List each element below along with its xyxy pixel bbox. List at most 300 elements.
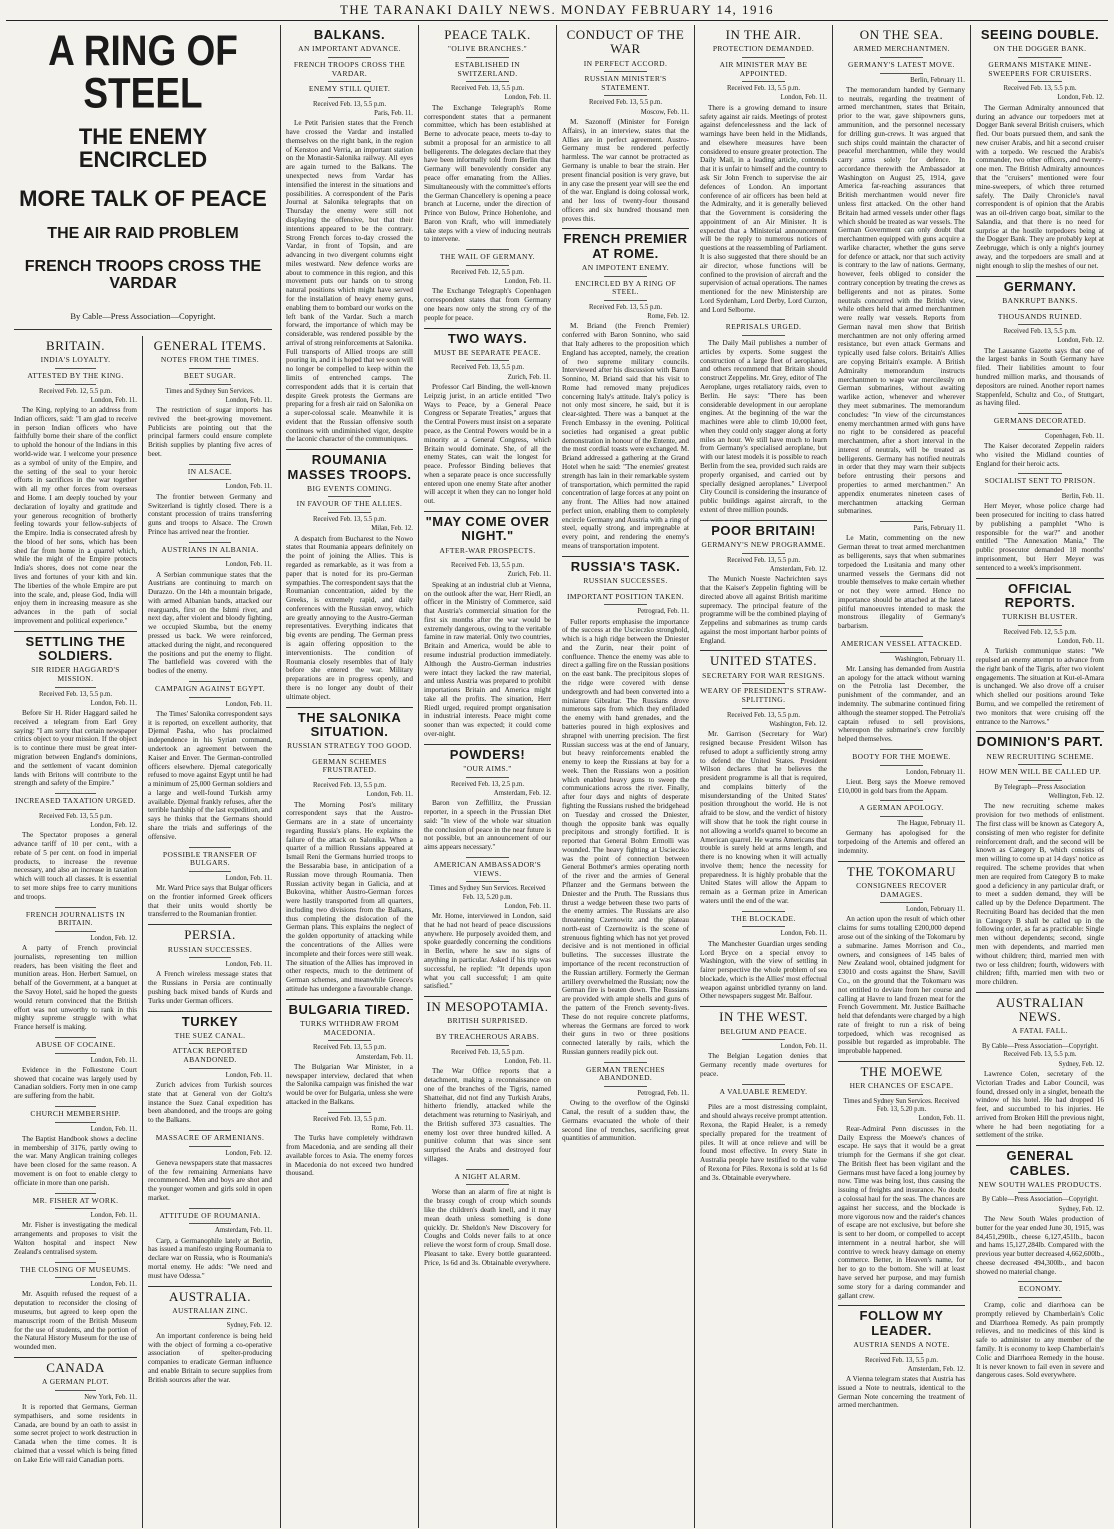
article-placeline: London, Feb. 11. — [90, 1125, 137, 1133]
section-rule — [838, 861, 965, 862]
article — [976, 992, 1104, 1140]
article-subhead: AUSTRALIAN ZINC. — [172, 1305, 248, 1315]
article-headline: DOMINION'S PART. — [976, 734, 1104, 750]
column-5 — [695, 25, 833, 1528]
article-headline: OFFICIAL REPORTS. — [1004, 580, 1076, 610]
article-subhead: THE CLOSING OF MUSEUMS. — [20, 1264, 131, 1274]
article — [838, 1061, 965, 1300]
short-rule — [189, 1223, 231, 1224]
article-placeline: London, Feb. 11. — [90, 699, 137, 707]
short-rule — [55, 793, 97, 794]
article-subhead: GERMANY'S LATEST MOVE. — [848, 59, 955, 69]
article-subhead: ENCIRCLED BY A RING OF STEEL. — [574, 278, 677, 297]
article — [424, 1169, 551, 1268]
article-subhead: GERMANS DECORATED. — [993, 416, 1087, 426]
article-body: Herr Meyer, whose police charge had been prosecuted for inciting to class hatred by publishing a pamphlet "Who is responsible for the war?" and another entitled "The Annexation Mania," The public prosecutor demanded 18 months' imprisonment, but Herr Meyer was sentenced to a week's imprisonment. — [976, 502, 1104, 572]
article — [424, 249, 551, 322]
short-rule — [55, 1106, 97, 1107]
article-body: The Manchester Guardian urges sending Lord Bryce on a special envoy to Washington, with the view of settling in fairer perspective the whole problem of sea blockade, which is the Allies' most effectual weapon against unbridled tyranny on land. Other newspapers suggest Mr. Balfour. — [700, 939, 827, 1001]
article-headline: CANADA — [46, 1359, 105, 1375]
article-body: Speaking at an industrial club at Vienna, on the outlook after the war, Herr Riedl, an officer in the Ministry of Commerce, said that Austria's commercial situation for the first six months after the war would be extremely dangerous, owing to the veritable famine in raw material. Only two countries, Britain and America, would be able to resume industrial production immediately. Although the Austro-German industries were intact they lacked the raw material, and unless Austria was prepared to prohibit importations Britain and America might take all the profits. The situation, Herr Riedl urged, required prompt organisation in industrial interests. Peace might come sooner than was expected; it could come over-night. — [424, 580, 551, 739]
short-rule — [880, 521, 923, 522]
short-rule — [880, 636, 923, 637]
article-subhead: BELGIUM AND PEACE. — [720, 1026, 807, 1036]
article-placeline: London, Feb. 11. — [366, 791, 413, 799]
article — [424, 996, 551, 1164]
article-headline: POWDERS! — [449, 746, 526, 762]
article-subhead: IMPORTANT POSITION TAKEN. — [566, 591, 685, 601]
article-subhead: GERMAN TRENCHES ABANDONED. — [586, 1064, 665, 1083]
article-placeline: Sydney, Feb. 12. — [1058, 1060, 1104, 1068]
short-rule — [604, 276, 647, 277]
article-body: An important conference is being held with the object of forming a co-operative association of spelter-producing companies to eradicate German influence and enable Britain to secure supplies from British sources after the war. — [148, 1331, 272, 1384]
short-rule — [880, 73, 923, 74]
article-subhead: THOUSANDS RUINED. — [997, 311, 1083, 321]
article-headline: GERMANY. — [1003, 278, 1077, 294]
article-subhead: ATTITUDE OF ROUMANIA. — [159, 1210, 261, 1220]
article-subhead: NEW SOUTH WALES PRODUCTS. — [978, 1179, 1102, 1189]
article-subhead: POSSIBLE TRANSFER OF BULGARS. — [162, 849, 258, 868]
article-body: The Kaiser decorated Zeppelin raiders who visited the Midland counties of England for their heroic acts. — [976, 442, 1104, 468]
article-placeline: London, Feb. 11. — [225, 1071, 272, 1079]
short-rule — [604, 1086, 647, 1087]
article-body: The Turks have completely withdrawn from Macedonia, and are sending all their available forces to Asia. The enemy forces in Macedonia do not exceed two hundred thousand. — [286, 1134, 413, 1178]
short-rule — [1018, 1297, 1062, 1298]
section-rule — [976, 992, 1104, 993]
article-headline: THE SALONIKA SITUATION. — [297, 709, 402, 739]
article — [286, 449, 413, 701]
banner-headline: A RING OF STEEL — [48, 27, 238, 117]
article — [562, 1062, 689, 1143]
article-dateline: By Telegraph—Press Association — [994, 783, 1086, 791]
section-rule — [562, 228, 689, 229]
short-rule — [189, 697, 231, 698]
article — [700, 650, 827, 905]
short-rule — [189, 847, 231, 848]
article-placeline: London, Feb. 11. — [90, 1281, 137, 1289]
article-body: The Munich Nueste Nachrichten says that the Kaiser's Zeppelin fighting will be directed above all against British maritime supremacy. The principal feature of the programme will be the combined playing of Zeppelins and submarines as trump cards against the most important harbor points of England. — [700, 575, 827, 645]
article-dateline: Received Feb. 13, 5.5 p.m. — [726, 556, 801, 564]
article-body: The Exchange Telegraph's Rome correspondent states that a permanent committee, which has been established at Berne to advocate peace, meets to-day to submit a proposal for an armistice to all belligerents. The delegates declare that they have been informally told from Berlin that Germany will benevolently consider any peace offer emanating from the Allies. Simultaneously with the committee's efforts the German Chancellery is opening a peace branch at Lucerne, under the direction of Prince von Bulow, Prince Hohenlohe, and Baron von Kraft, who will immediately take steps with a view of inducing neutrals to intervene. — [424, 103, 551, 244]
article-subhead: PROTECTION DEMANDED. — [712, 44, 815, 54]
article-placeline: Copenhagen, Feb. 11. — [1044, 432, 1104, 440]
article-subhead: CHURCH MEMBERSHIP. — [30, 1108, 121, 1118]
article-subhead: INCREASED TAXATION URGED. — [15, 796, 136, 806]
article-placeline: Amsterdam, Feb. 11. — [215, 1227, 272, 1235]
short-rule — [466, 57, 509, 58]
article — [562, 28, 689, 223]
article — [976, 731, 1104, 987]
article-subhead: WEARY OF PRESIDENT'S STRAW-SPLITTING. — [700, 686, 827, 705]
section-rule — [976, 276, 1104, 277]
article-subhead: MUST BE SEPARATE PEACE. — [433, 347, 542, 357]
article — [700, 1084, 827, 1183]
article-subhead: A VALUABLE REMEDY. — [719, 1086, 808, 1096]
article — [562, 228, 689, 550]
article-body: The frontier between Germany and Switzerland is tightly closed. There is a constant procession of trains transferring guns and troops to Alsace. The Crown Prince has arrived near the frontier. — [148, 492, 272, 536]
article-headline: GENERAL CABLES. — [1006, 1148, 1074, 1178]
article-placeline: London, Feb. 11. — [225, 961, 272, 969]
short-rule — [1018, 489, 1062, 490]
article-dateline: Received Feb. 13, 5.5 p.m. — [588, 99, 663, 107]
article-dateline: Received Feb. 12, 5.5 p.m. — [38, 387, 113, 395]
article-body: The Bulgarian War Minister, in a newspaper interview, declared that when the Salonika campaign was finished the war would be over for Bulgaria, unless she were attacked in the Balkans. — [286, 1062, 413, 1106]
article — [700, 319, 827, 514]
article — [976, 1281, 1104, 1380]
article-body: Before Sir H. Rider Haggard sailed he received a telegram from Earl Grey saying: "I am sorry that certain newspaper critics object to your mission. If the object is to continue there must be great inter-migration between England's dominions, and the settlement of vacant dominion lands with Britons will contribute to the strength and safety of the Empire." — [14, 709, 137, 788]
article-body: Baron von Zeffillitz, the Prussian reporter, in a speech in the Prussian Diet said: "In view of the whole war situation the conclusion of peace in the near future is not possible, but an announcement of our aims appears necessary." — [424, 799, 551, 852]
article-body: The Lausanne Gazette says that one of the largest banks in South Germany have filed. Their liabilities amount to four hundred million marks, and thousands of depositors are ruined. Another report names Stappenfeld, Schultz and Co., of Stuttgart, as having filed. — [976, 346, 1104, 408]
article-dateline: Received Feb. 13, 5.5 p.m. — [864, 1356, 939, 1364]
article-placeline: London, February 11. — [905, 768, 965, 776]
short-rule — [328, 1040, 371, 1041]
article — [838, 861, 965, 1056]
article-subhead: BRITISH SURPRISED. — [447, 1016, 528, 1026]
article-headline: BULGARIA TIRED. — [288, 1001, 411, 1017]
article-body: Mr. Asquith refused the request of a deputation to reconsider the closing of museums, but agreed to keep open the manuscript room of the British Museum for the use of students, and the portion of the Natural History Museum for the use of wounded men. — [14, 1290, 137, 1352]
article-placeline: Berlin, Feb. 11. — [1061, 493, 1104, 501]
short-rule — [328, 754, 371, 755]
article-dateline: Received Feb. 13, 5.5 p.m. — [312, 781, 387, 789]
article-headline: ON THE SEA. — [859, 27, 944, 42]
article-headline: THE TOKOMARU — [846, 863, 957, 879]
article-headline: PERSIA. — [184, 927, 236, 943]
article-headline: TWO WAYS. — [447, 330, 528, 346]
short-rule — [328, 496, 371, 497]
article — [424, 328, 551, 506]
section-rule — [976, 1145, 1104, 1146]
article-body: A French wireless message states that the Russians in Persia are continually pushing back mixed bands of Kurds and Turks under German officers. — [148, 970, 272, 1005]
short-rule — [880, 765, 923, 766]
article-placeline: London, Feb. 12. — [90, 934, 137, 942]
article-subhead: FRENCH JOURNALISTS IN BRITAIN. — [25, 909, 126, 928]
article-body: Lieut. Berg says the Moewe removed £10,000 in gold bars from the Appam. — [838, 777, 965, 795]
article-body: The New South Wales production of butter for the year ended June 30, 1915, was 84,451,290lb., cheese 6,127,451lb., bacon and hams 15,127,284lb. Compared with the previous year butter decreased 4,662,600lb., cheese decreased 494,300lb., and bacon showed no material change. — [976, 1214, 1104, 1276]
section-rule — [424, 511, 551, 512]
article — [14, 339, 137, 626]
short-rule — [189, 871, 231, 872]
section-rule — [14, 1357, 137, 1358]
short-rule — [466, 881, 509, 882]
article-headline: "MAY COME OVER NIGHT." — [425, 513, 550, 544]
short-rule — [189, 1208, 231, 1209]
section-rule — [700, 650, 827, 651]
short-rule — [55, 1053, 97, 1054]
article-body: The new recruiting scheme makes provision for two methods of enlistment. The first class will be known as Category A, consisting of men who register for definite reinforcement draft, and the second will be known as Category B, which consists of men willing to come up at 14 days' notice as required. The scheme provides that when men are required from Category B to make good a deficiency in any particular draft, or to meet a sudden demand, they will be called up by the Defence Department. The Recruiting Board has decided that the men in Category B shall be called up in the following order, as far as practicable: Single men without dependents; second, single men with dependents, and married men without children; third, married men with two or less children; fourth, widowers with children; fifth, married men with two or more children. — [976, 802, 1104, 987]
short-rule — [328, 512, 371, 513]
article — [148, 542, 272, 676]
article-subhead: CONSIGNEES RECOVER DAMAGES. — [856, 880, 947, 899]
short-rule — [880, 800, 923, 801]
article-placeline: London, Feb. 11. — [918, 1115, 965, 1123]
article-dateline: By Cable—Press Association—Copyright. Received Feb. 13, 5.5 p.m. — [981, 1043, 1099, 1059]
short-rule — [1018, 764, 1062, 765]
article-placeline: Rome, Feb. 12. — [647, 313, 689, 321]
article-body: The Baptist Handbook shows a decline in membership of 3176, partly owing to the war. Many Anglican training colleges have been closed for the same reason. A movement is on foot to enable clergy to officiate in more than one parish. — [14, 1134, 137, 1187]
article — [14, 907, 137, 1032]
article-body: Zurich advices from Turkish sources state that at General von der Goltz's instance the Suez Canal expedition has been abandoned, and the troops are going to the Balkans. — [148, 1080, 272, 1125]
article-subhead: THE WAIL OF GERMANY. — [440, 252, 535, 262]
short-rule — [189, 384, 231, 385]
short-rule — [604, 71, 647, 72]
short-rule — [189, 1043, 231, 1044]
article-placeline: London, Feb. 11. — [225, 483, 272, 491]
article — [14, 1106, 137, 1188]
article-body: A Vienna telegram states that Austria has issued a Note to neutrals, identical to the German Note concerning the treatment of armed merchantmen. — [838, 1375, 965, 1410]
article-body: Fuller reports emphasise the importance of the success at the Uscieczko stronghold, which is a high ridge between the Dniester and the Zurin, near their point of confluence. Thence the enemy was able to direct a galling fire on the Russian positions on the east bank. The precipitous slopes of the ridge were covered with dense undergrowth and had been converted into a miniature Gibraltar. The Russians drove numerous saps from which they enfiladed the enemy with hand grenades, and the batteries poured in high explosives and shrapnel with unerring precision. The first Russian success was at the end of January, but heavy reinforcements enabled the enemy to keep the Russians at bay for a week. Then the Russians won a position which enabled heavy guns to sweep the communications across the river. Finally, after four days and nights of desperate fighting the Russians rushed the bridgehead on Tuesday and crossed the Dniester, though the opposite bank was equally precipitous and strongly fortified. It is reported that General Bohm Ermolli was wounded. The heavy fighting at Uscieczko was the point of connection between General Bothmer's armies operating north of the river and the armies of General Pflanzer and the Germans between the Dniester and the Pruth. The Russians thus thrust a wedge between these two parts of the enemy armies. The Russians are also threatening Czernowitz and the plateau north-east of Czernowitz is the scene of strenuous fighting which has not yet proved decisive and is not mentioned in official bulletins. The successes illustrate the importance of the recent reconstruction of the Russian artillery. Formerly the German artillery overwhelmed the Russian; now the German fire is beaten down. The Russians are provided with ample shells and guns of the pattern of the French seventy-fives. These do not require concrete platforms, whereas the Germans are forced to work their guns in two or three positions connected laterally by rails, which the Russian gunners readily pick out. — [562, 617, 689, 1056]
short-rule — [466, 265, 509, 266]
column-6 — [833, 25, 971, 1528]
article-placeline: London, Feb. 11. — [1057, 638, 1104, 646]
article-subhead: AUSTRIA SENDS A NOTE. — [853, 1339, 950, 1349]
section-rule — [148, 1286, 272, 1287]
article — [976, 276, 1104, 409]
short-rule — [55, 1193, 97, 1194]
section-rule — [700, 520, 827, 521]
short-rule — [604, 604, 647, 605]
article-body: Evidence in the Folkestone Court showed that cocaine was largely used by Canadian soldiers. Forty men in one camp are suffering from the habit. — [14, 1065, 137, 1101]
section-rule — [286, 707, 413, 708]
article-dateline: Received Feb. 13, 5.5 p.m. — [450, 562, 525, 570]
article-subhead: BOOTY FOR THE MOEWE. — [852, 751, 951, 761]
article-dateline: Times and Sydney Sun Services. Received Feb. 13, 5.20 p.m. — [429, 885, 546, 901]
article-placeline: London, Feb. 11. — [90, 396, 137, 404]
short-rule — [880, 749, 923, 750]
article-body: Mr. Home, interviewed in London, said that he had not heard of peace discussions anywhere. He purposely avoided them, and spoke guardedly concerning the conditions in Berlin, where he saw no signs of anything in particular. Asked if his trip was successful, he replied: "It depends upon what you call successful; I am quite satisfied." — [424, 912, 551, 991]
short-rule — [1018, 780, 1062, 781]
article-headline: SEEING DOUBLE. — [980, 27, 1100, 42]
section-rule — [148, 924, 272, 925]
short-rule — [1018, 625, 1062, 626]
short-rule — [742, 319, 785, 320]
section-rule — [562, 556, 689, 557]
short-rule — [742, 1039, 785, 1040]
section-rule — [424, 996, 551, 997]
column-1-split — [14, 336, 272, 1528]
article-body: The Daily Mail publishes a number of articles by experts. Some suggest the construction of a large fleet of aeroplanes, and others recommend that Britain should construct Zeppelins. Mr. Grey, editor of The Aeroplane, urges retaliatory raids, even to Berlin. He says: "There has been considerable development in our aeroplane engines. At the beginning of the war the machines were able to climb 10,000 feet, when they could only stagger along at forty miles an hour. We still have much to learn from Germany's specialised aeroplane, but with our latest models it is possible to reach Berlin from the sea, provided such raids are properly organised, and carried out by specially designed aeroplanes." Liverpool City Council is considering the insurance of public buildings against aircraft, to the extent of three million pounds. — [700, 339, 827, 514]
article-subhead: A GERMAN PLOT. — [42, 1377, 109, 1387]
short-rule — [1018, 473, 1062, 474]
section-rule — [700, 1006, 827, 1007]
article-headline: AUSTRALIAN NEWS. — [995, 994, 1085, 1025]
article-body: Worse than an alarm of fire at night is the brassy cough of croup which sounds like the children's death knell, and it may mean death unless something is done quickly. Dr. Sheldon's New Discovery for Coughs and Colds never fails to at once relieve the worst form of croup. Small dose. Pleasant to take. Every bottle guaranteed. Price, 1s 6d and 3s. Obtainable everywhere. — [424, 1188, 551, 1267]
short-rule — [880, 902, 923, 903]
article — [976, 473, 1104, 572]
article-body: The King, replying to an address from Indian officers, said: "I am glad to receive in person Indian officers who have faithfully borne their share of the conflict to uphold the honour of the Indians in this world-wide war. I welcome your presence as a symbol of unity of the Empire, and the setting of the seal to your heroic efforts in sacrifices in the war together with all my other forces from overseas and Home. I am deeply touched by your declaration of loyalty and gratitude and your generous recognition of brotherly feeling towards your fellow-subjects of the Empire. India is consecrated afresh by the blood of her sons, which has been shed far from home in a quarrel which, while the might of the Empire protects India's shores, does not come near the lives and fortunes of your kith and kin. The liberties of the whole Empire are put into the scale, and, please God, India will enjoy them in increasing measure as she advances in the path of social improvement and political experience." — [14, 406, 137, 625]
short-rule — [466, 360, 509, 361]
article — [14, 1357, 137, 1465]
article-subhead: AIR MINISTER MAY BE APPOINTED. — [719, 59, 808, 78]
short-rule — [1018, 57, 1062, 58]
short-rule — [55, 1208, 97, 1209]
article — [976, 578, 1104, 727]
banner-deck-1: THE ENEMY ENCIRCLED — [78, 124, 208, 173]
article-body: The German Admiralty announced that during an advance our torpedoers met at Dogger Bank several British cruisers, which fled. Our boats pursued them, and sank the new cruiser Arabis, and hit a second cruiser with a torpedo. We rescued the Arabis's commander, two other officers, and twenty-one men. The British Admiralty announces that the "cruisers" mentioned were four mine-sweepers, of which three returned safely. The Daily Chronicle's naval correspondent is of opinion that the Arabis was an oil-driven cargo boat, similar to the Salandia, and that there is no need for surprise at the hostile torpedoers being at the Dogger Bank. They are probably kept at Zeebrugge, which is only a night's journey away, and the torpedoers are small and at night enough to slip the meshes of our net. — [976, 103, 1104, 270]
article-headline: BALKANS. — [313, 27, 386, 42]
short-rule — [742, 335, 785, 336]
article-headline: POOR BRITAIN! — [711, 522, 816, 538]
article-placeline: Washington, February 11. — [894, 655, 965, 663]
section-rule — [424, 328, 551, 329]
short-rule — [880, 1094, 923, 1095]
article-dateline: Received Feb. 13, 5.5 p.m. — [450, 364, 525, 372]
article-placeline: Wellington, Feb. 12. — [1048, 793, 1104, 801]
short-rule — [466, 1045, 509, 1046]
article-placeline: Petrograd, Feb. 11. — [637, 608, 689, 616]
article-body: Owing to the overflow of the Oginski Canal, the result of a sudden thaw, the Germans evacuated the whole of their second line of trenches, sacrificing great quantities of ammunition. — [562, 1099, 689, 1143]
section-rule — [14, 631, 137, 632]
article-placeline: Milan, Feb. 12. — [371, 525, 413, 533]
article — [838, 1305, 965, 1410]
article-placeline: London, Feb. 11. — [780, 94, 827, 102]
article — [424, 744, 551, 852]
article — [148, 1130, 272, 1203]
article-placeline: London, Feb. 11. — [504, 94, 551, 102]
article-subhead: HER CHANCES OF ESCAPE. — [849, 1081, 954, 1091]
short-rule — [189, 1146, 231, 1147]
article-headline: BRITAIN. — [46, 338, 105, 354]
short-rule — [1018, 1281, 1062, 1282]
article-subhead: A NIGHT ALARM. — [454, 1171, 521, 1181]
article-subhead: ECONOMY. — [1018, 1284, 1062, 1294]
short-rule — [742, 57, 785, 58]
article-placeline: Moscow, Feb. 11. — [640, 108, 689, 116]
article-placeline: Zurich, Feb. 11. — [507, 373, 551, 381]
short-rule — [55, 1390, 97, 1391]
article-subhead: RUSSIAN SUCCESSES. — [583, 576, 668, 586]
article-subhead: NOTES FROM THE TIMES. — [160, 355, 260, 365]
article-dateline: Received Feb. 13, 5.5 p.m. — [1003, 328, 1077, 336]
article-dateline: Times and Sydney Sun Services. — [165, 387, 255, 395]
article-headline: IN THE AIR. — [725, 27, 802, 42]
article-dateline: Received Feb. 13, 5.5 p.m. — [312, 1115, 387, 1123]
article-dateline: Received Feb. 12, 5.5 p.m. — [450, 268, 525, 276]
article-headline: SETTLING THE SOLDIERS. — [25, 633, 126, 663]
section-rule — [148, 1011, 272, 1012]
article-body: Piles are a most distressing complaint, and should always receive prompt attention. Rexona, the Rapid Healer, is a remedy specially prepared for the treatment of piles. It will at once relieve and will be found most effective. In every State in Australia people have testified to the value of Rexona for Piles. Rexona is sold at 1s 6d and 3s. Obtainable everywhere. — [700, 1103, 827, 1182]
article-subhead: NEW RECRUITING SCHEME. — [986, 751, 1094, 761]
article-subhead: ARMED MERCHANTMEN. — [853, 44, 950, 54]
short-rule — [604, 300, 647, 301]
article-subhead: IN FAVOUR OF THE ALLIES. — [296, 499, 403, 509]
article-dateline: Times and Sydney Sun Services. Received Feb. 13, 5.20 p.m. — [843, 1097, 960, 1114]
section-rule — [838, 1305, 965, 1306]
article — [838, 749, 965, 795]
article-dateline: Received Feb. 12, 5.5 p.m. — [1003, 628, 1077, 636]
article-subhead: FRENCH TROOPS CROSS THE VARDAR. — [293, 59, 406, 78]
short-rule — [189, 479, 231, 480]
article — [148, 681, 272, 842]
column-7 — [971, 25, 1109, 1528]
article-body: Mr. Lansing has demanded from Austria an apology for the attack without warning on the Petrolia last December, the punishment of the commander, and an indemnity. The submarine continued firing although the steamer stopped. The Petrolia's captain refused to sell provisions, whereupon the submarine's crew forcibly helped themselves. — [838, 664, 965, 744]
article-subhead: IN PERFECT ACCORD. — [583, 58, 668, 68]
article-placeline: London, Feb. 11. — [504, 1057, 551, 1065]
article-subhead: ATTACK REPORTED ABANDONED. — [172, 1046, 248, 1065]
short-rule — [466, 558, 509, 559]
column-4 — [557, 25, 695, 1528]
article — [976, 28, 1104, 271]
article-subhead: MR. FISHER AT WORK. — [32, 1195, 119, 1205]
article-body: Le Petit Parisien states that the French have crossed the Vardar and installed themselves on the right bank, in the region of Kenstoo and Verria, an important station on the Monastir-Salonika railway. All eyes are again turned to the Balkans. The unexpected news from Vardar has intensified the interest in the situations and possibilities. A correspondent of the Paris Journal at Salonika telegraphs that on Thursday the enemy were still not displaying the offensive, but that their intentions appeared to be the contrary. Strong French forces to-day crossed the Vardar, in front of Topsin, and are advancing in two divergent columns eight miles westward. New defence works are about to commence in this region, and this movement puts our hands on to strong natural positions which might have served for the installation of heavy enemy guns, enabling them to bombard our works on the left bank of the Vardar. Such a march forward, the importance of which may be considerable, was rendered possible by the arrival of strong reinforcements at Salonika. Full transports of Allied troops are still pouring in, and it is hoped that we soon will no longer be compelled to keep within the limits of entrenched camps. The correspondent adds that it is certain that despite Greek protests the Germans are preparing for a fresh air raid on Salonika on a super-colossal scale. Meanwhile it is evident that the Russian offensive south continues with undiminished vigor, despite the laconic character of the communiques. — [286, 119, 413, 444]
article — [562, 556, 689, 1057]
article-body: The Belgian Legation denies that Germany recently made overtures for peace. — [700, 1052, 827, 1078]
article-placeline: Zurich, Feb. 11. — [507, 571, 551, 579]
short-rule — [466, 777, 509, 778]
section-rule — [838, 1061, 965, 1062]
short-rule — [189, 368, 231, 369]
front-banner — [14, 25, 272, 330]
article-dateline: Received Feb. 13, 5.5 p.m. — [726, 711, 801, 719]
short-rule — [880, 57, 923, 58]
article — [838, 521, 965, 631]
article-headline: AUSTRALIA. — [169, 1288, 251, 1304]
short-rule — [742, 683, 785, 684]
article-body: Lawrence Colen, secretary of the Victorian Trades and Labor Council, was found, dressed only in a singlet, beneath the window of his hotel. He had dropped 16 feet, and succumbed to his injuries. He arrived from Broken Hill the previous night, where he had been negotiating for a settlement of the strike. — [976, 1069, 1104, 1140]
article-headline: GENERAL ITEMS. — [153, 338, 267, 354]
article-body: Mr. Fisher is investigating the medical arrangements and proposes to visit the Walton hospital and inspect New Zealand's centralised system. — [14, 1221, 137, 1256]
article-headline: UNITED STATES. — [709, 653, 818, 669]
article-subhead: AFTER-WAR PROSPECTS. — [439, 545, 536, 555]
short-rule — [742, 1084, 785, 1085]
banner-credit: By Cable—Press Association—Copyright. — [70, 310, 216, 321]
article-headline: FOLLOW MY LEADER. — [859, 1308, 944, 1338]
article-body: Cramp, colic and diarrhoea can be promptly relieved by Chamberlain's Colic and Diarrhoea Remedy. As pain promptly relieves, and no medicines of this kind is safe to administer to any member of the family. It is economy to keep Chamberlain's Colic and Diarrhoea Remedy in the house. It is never known to fail even in severe and dangerous cases. Sold everywhere. — [976, 1301, 1104, 1380]
article-body: The Times' Salonika correspondent says it is reported, on excellent authority, that Djemal Pasha, who has proclaimed independence in his Syrian command, undertook an agreement between the Kaiser and Enver. The German-controlled officers elsewhere. Djemal categorically refused to move against Egypt until he had a minimum of 25,000 German soldiers and a large and well-found Turkish army available. Djemal frankly refuses, after the terrible hardship of the last expedition, and says he thinks that the Germans should share the trials and sufferings of the offensive. — [148, 709, 272, 841]
article — [424, 511, 551, 739]
article — [700, 520, 827, 646]
article-subhead: RUSSIAN MINISTER'S STATEMENT. — [584, 74, 667, 92]
article-body: Carp, a Germanophile lately at Berlin, has issued a manifesto urging Roumania to declare war on Russia, who is Roumania's mortal enemy. He adds: "We need and must have Odessa." — [148, 1236, 272, 1280]
banner-deck-4: FRENCH TROOPS CROSS THE VARDAR — [24, 258, 262, 292]
article-placeline: Petrograd, Feb. 11. — [637, 1089, 689, 1097]
article-subhead: MASSACRE OF ARMENIANS. — [155, 1132, 265, 1142]
article-subhead: INDIA'S LOYALTY. — [40, 355, 111, 365]
article-subhead: AUSTRIANS IN ALBANIA. — [161, 544, 259, 554]
article-placeline: Amsterdam, Feb. 11. — [356, 1053, 413, 1061]
short-rule — [55, 368, 97, 369]
section-rule — [976, 578, 1104, 579]
short-rule — [604, 589, 647, 590]
article-placeline: Amsterdam, Feb. 12. — [907, 1365, 965, 1373]
section-rule — [424, 744, 551, 745]
section-rule — [976, 731, 1104, 732]
short-rule — [742, 81, 785, 82]
article-dateline: Received Feb. 13, 2.5 p.m. — [450, 780, 525, 788]
article — [14, 1193, 137, 1257]
article-body: A party of French provincial journalists, representing ten million readers, has been visiting the fleet and munition areas. Hon. Herbert Samuel, on behalf of the Government, at a banquet at the Savoy Hotel, said he hoped the guests would return convinced that the British effort was not unworthy to rank in this mighty supreme struggle with what France herself is making. — [14, 944, 137, 1032]
article-headline: RUSSIA'S TASK. — [570, 558, 681, 574]
article-subhead: IN ALSACE. — [187, 466, 233, 476]
article-body: Rear-Admiral Penn discusses in the Daily Express the Moewe's chances of escape. He says that it would be a great triumph for the Germans if she got clear. The British fleet has been vigilant and the Germans must have faced a long journey by now. Time was being lost, thus causing the issuing of freights and insurance. No doubt a colossal haul for the seas. The chances are against her success, and the blockade is more vigorous now and the raider's chances of escape are not exclusive, but before she is sent to her doom, or compelled to accept internment in a neutral harbor, she will contrive to wreck heavy damage on enemy commerce. Better, in Heaven's name, for her to go to the bottom. She will at least have served her purpose, and may furnish some story for a daring commander and gallant crew. — [838, 1124, 965, 1300]
short-rule — [189, 681, 231, 682]
short-rule — [55, 687, 97, 688]
short-rule — [742, 553, 785, 554]
short-rule — [189, 542, 231, 543]
short-rule — [328, 1112, 371, 1113]
column-2 — [281, 25, 419, 1528]
article-placeline: Berlin, February 11. — [910, 76, 965, 84]
article-subhead: CAMPAIGN AGAINST EGYPT. — [154, 683, 266, 693]
article-body: Mr. Ward Price says that Bulgar officers on the frontier informed Greek officers that their units would shortly be transferred to the Roumanian frontier. — [148, 884, 272, 919]
article-headline: ROUMANIA MASSES TROOPS. — [287, 452, 412, 482]
article-subhead: SECRETARY FOR WAR RESIGNS. — [702, 670, 825, 680]
article-dateline: Received Feb. 13, 5.5 p.m. — [38, 812, 113, 820]
article-body: The restriction of sugar imports has revived the beet-growing movement. Publicists are pointing out that the principal farmers could ensure complete British supplies by planting five acres of beet. — [148, 406, 272, 459]
short-rule — [1018, 1192, 1062, 1193]
section-rule — [286, 449, 413, 450]
short-rule — [55, 1277, 97, 1278]
article — [976, 413, 1104, 468]
